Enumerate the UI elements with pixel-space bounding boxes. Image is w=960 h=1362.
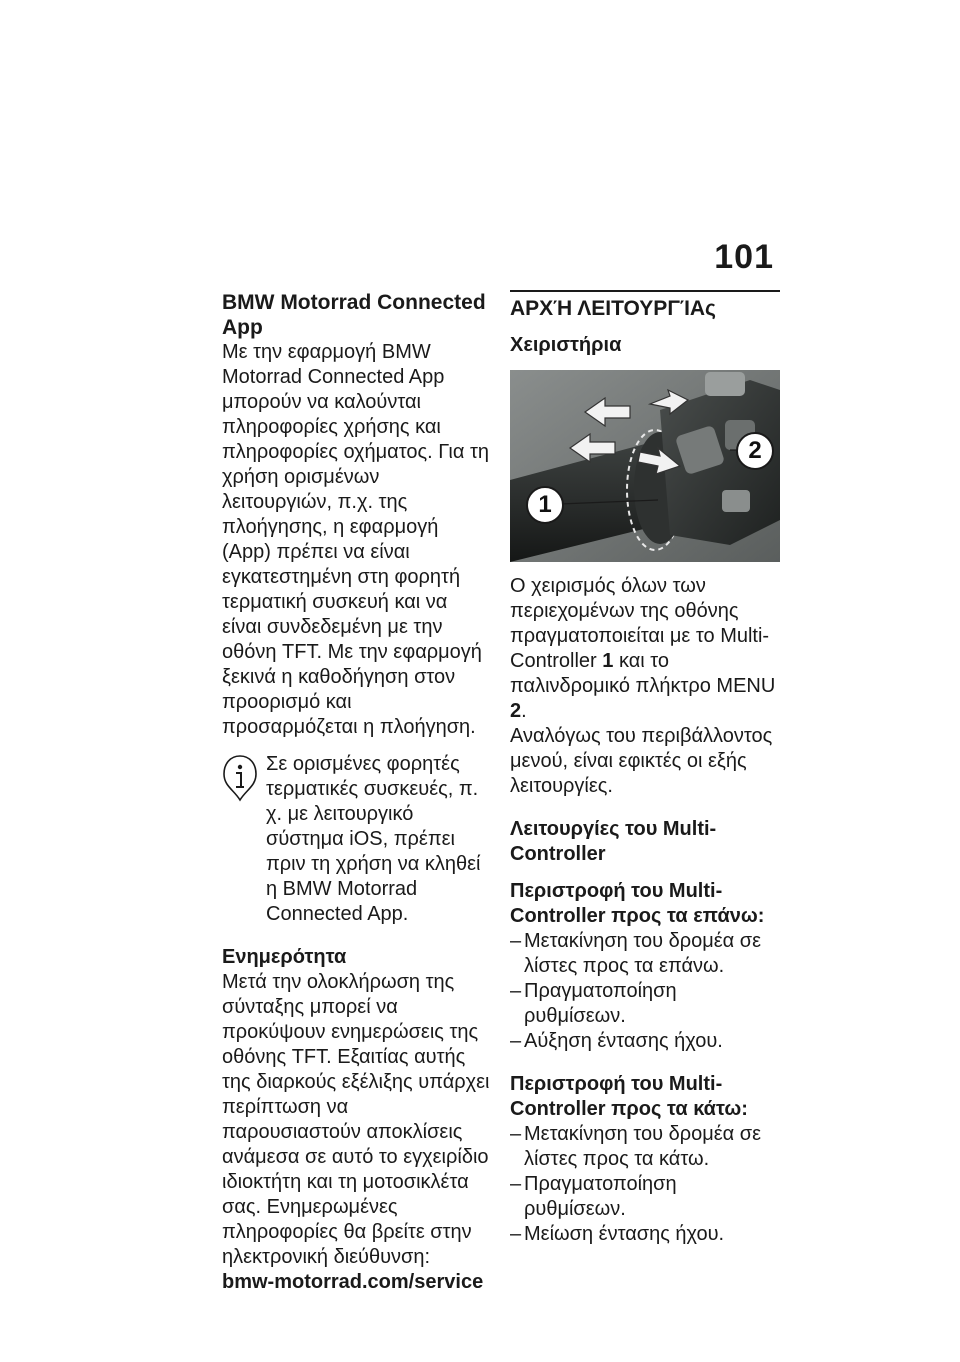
controls-desc-part2: και το παλινδρομικό πλήκτρο MENU	[510, 650, 776, 697]
page-number: 101	[714, 238, 774, 276]
info-note	[222, 752, 490, 927]
list-item: – Μετακίνηση του δρομέα σε λίστες προς τα κάτω.	[510, 1122, 780, 1172]
update-text: Μετά την ολοκλήρωση της σύνταξης μπορεί να προκύψουν ενημερώσεις της οθόνης TFT. Εξαιτίας αυτής της διαρκούς εξέλιξης υπάρχει περίπτωση να παρουσιαστούν αποκλίσεις ανάμεσα σε αυτό το εγχειρίδιο ιδιοκτήτη και τη μοτοσικλέτα σας. Ενημερωμένες πληροφορίες θα βρείτε στην ηλεκτρονική διεύθυνση:	[222, 971, 490, 1268]
list-item: – Μείωση έντασης ήχου.	[510, 1222, 780, 1247]
section-rule	[510, 290, 780, 321]
info-icon	[222, 754, 258, 804]
list-item: – Πραγματοποίηση ρυθμίσεων.	[510, 1172, 780, 1222]
controls-heading: Χειριστήρια	[510, 334, 622, 356]
rotate-up-heading: Περιστροφή του Multi-Controller προς τα επάνω:	[510, 880, 765, 927]
right-column	[510, 290, 780, 1247]
list-item: – Αύξηση έντασης ήχου.	[510, 1029, 780, 1054]
update-heading: Ενημερότητα	[222, 946, 347, 968]
service-url[interactable]: bmw-motorrad.com/service	[222, 1271, 484, 1293]
controls-description: Ο χειρισμός όλων των περιεχομένων της οθόνης πραγματοποιείται με το Multi-Controller 1 και το παλινδρομικό πλήκτρο MENU 2.	[510, 575, 776, 722]
info-note-text: Σε ορισμένες φορητές τερματικές συσκευές, π. χ. με λειτουργικό σύστημα iOS, πρέπει πριν τη χρήση να κληθεί η BMW Motorrad Connected App.	[266, 753, 481, 925]
controls-desc-ref2: 2	[510, 700, 522, 722]
controls-desc-part1: Ο χειρισμός όλων των περιεχομένων της οθόνης πραγματοποιείται με το Multi-Controller	[510, 575, 770, 672]
callout-1: 1	[526, 486, 564, 524]
controls-context-text: Αναλόγως του περιβάλλοντος μενού, είναι εφικτές οι εξής λειτουργίες.	[510, 725, 773, 797]
controls-desc-ref1: 1	[602, 650, 614, 672]
handlebar-illustration	[510, 370, 780, 562]
section-title: ΑΡΧΉ ΛΕΙΤΟΥΡΓΊΑς	[510, 297, 716, 320]
functions-heading: Λειτουργίες του Multi-Controller	[510, 818, 717, 865]
rotate-down-heading: Περιστροφή του Multi-Controller προς τα κάτω:	[510, 1073, 748, 1120]
rotate-up-list	[510, 929, 780, 1054]
list-item: – Μετακίνηση του δρομέα σε λίστες προς τα επάνω.	[510, 929, 780, 979]
callout-2: 2	[736, 432, 774, 470]
left-column	[222, 290, 490, 1295]
list-item: – Πραγματοποίηση ρυθμίσεων.	[510, 979, 780, 1029]
rotate-down-list	[510, 1122, 780, 1247]
connected-app-heading: BMW Motorrad Connected App	[222, 291, 486, 339]
handlebar-controls-figure	[510, 370, 780, 562]
connected-app-intro: Με την εφαρμογή BMW Motorrad Connected App μπορούν να καλούνται πληροφορίες χρήσης και πληροφορίες οχήματος. Για τη χρήση ορισμένων λειτουργιών, π.χ. της πλοήγησης, η εφαρμογή (App) πρέπει να είναι εγκατεστημένη στη φορητή τερματική συσκευή και να είναι συνδεδεμένη με την οθόνη TFT. Με την εφαρμογή ξεκινά η καθοδήγηση στον προορισμό και προσαρμόζεται η πλοήγηση.	[222, 341, 489, 738]
